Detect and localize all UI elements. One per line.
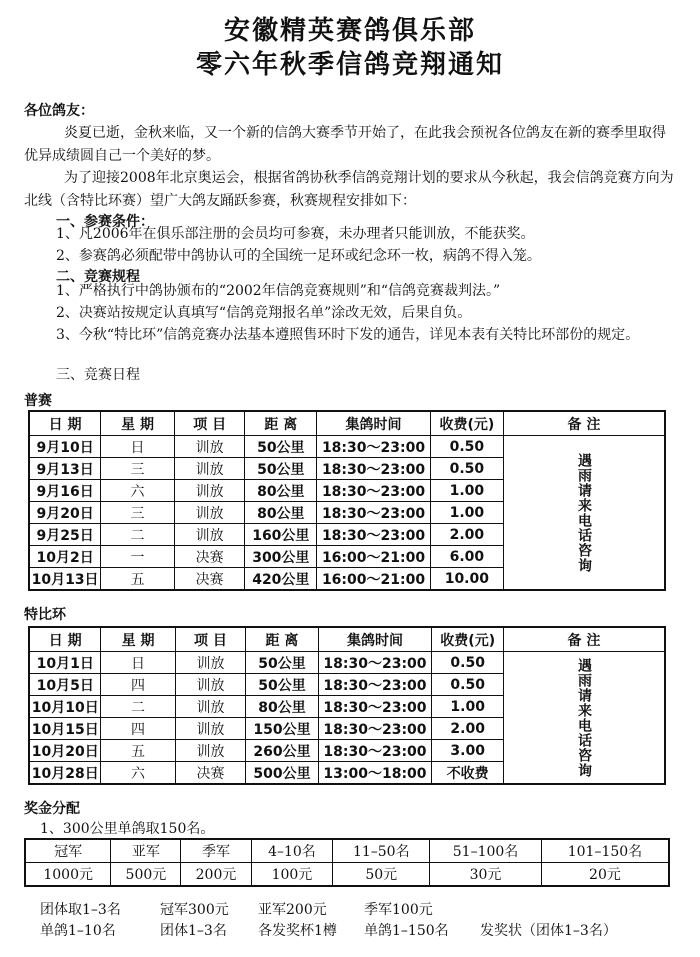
cell-fee: 6.00 — [430, 546, 503, 568]
cell-distance: 500公里 — [246, 762, 318, 785]
prize-rank: 11–50名 — [333, 839, 430, 863]
cell-date: 10月10日 — [29, 696, 101, 718]
cell-date: 9月16日 — [29, 480, 101, 502]
cell-fee: 0.50 — [430, 458, 503, 480]
rain-note: 遇雨请来电话咨询 — [575, 452, 592, 573]
team-trophy-scope: 团体1–3名 — [160, 923, 227, 939]
prize-rank: 4–10名 — [251, 839, 333, 863]
cell-item: 训放 — [174, 524, 245, 546]
section-3-heading: 三、竞赛日程 — [56, 367, 140, 383]
cell-time: 18:30～23:00 — [317, 524, 430, 546]
cell-date: 10月1日 — [29, 652, 101, 674]
section-2-item-2: 2、决赛站按规定认真填写“信鸽竞翔报名单”涂改无效，后果自负。 — [56, 305, 472, 321]
cell-distance: 150公里 — [246, 718, 318, 740]
table-row — [29, 436, 665, 458]
cell-time: 16:00～21:00 — [317, 546, 430, 568]
regular-race-label: 普赛 — [24, 393, 52, 409]
cell-item: 训放 — [175, 740, 246, 762]
header-fee: 收费(元) — [432, 627, 504, 652]
cell-fee: 0.50 — [430, 436, 503, 458]
section-1-item-1: 1、凡2006年在俱乐部注册的会员均可参赛，未办理者只能训放，不能获奖。 — [56, 226, 535, 242]
prize-amount: 100元 — [251, 863, 333, 887]
certificate-award: 发奖状（团体1–3名） — [480, 923, 617, 939]
prize-rank: 季军 — [181, 839, 251, 863]
cell-time: 18:30～23:00 — [318, 696, 432, 718]
header-distance: 距 离 — [245, 411, 317, 436]
cell-distance: 420公里 — [245, 568, 317, 591]
team-second-prize: 亚军200元 — [258, 902, 327, 918]
team-first-prize: 冠军300元 — [160, 902, 229, 918]
special-schedule-table — [28, 626, 666, 785]
header-weekday: 星 期 — [101, 627, 175, 652]
cell-fee: 2.00 — [430, 524, 503, 546]
intro-paragraph-2: 为了迎接2008年北京奥运会，根据省鸽协秋季信鸽竞翔计划的要求从今秋起，我会信鸽竞赛方向为北线（含特比环赛）望广大鸽友踊跃参赛，秋赛规程安排如下： — [24, 170, 674, 209]
cell-fee: 0.50 — [432, 674, 504, 696]
prize-amount: 500元 — [111, 863, 181, 887]
prize-table — [24, 838, 670, 887]
rain-note: 遇雨请来电话咨询 — [575, 657, 592, 778]
single-trophy-scope: 单鸽1–10名 — [40, 923, 116, 939]
team-third-prize: 季军100元 — [364, 902, 433, 918]
cell-weekday: 五 — [101, 568, 175, 591]
cell-date: 9月25日 — [29, 524, 101, 546]
special-ring-label: 特比环 — [24, 607, 66, 623]
prize-amount: 1000元 — [25, 863, 111, 887]
cell-fee: 3.00 — [432, 740, 504, 762]
cell-item: 训放 — [175, 674, 246, 696]
cell-distance: 80公里 — [245, 480, 317, 502]
cell-weekday: 三 — [101, 502, 175, 524]
cell-item: 决赛 — [174, 568, 245, 591]
cell-date: 9月13日 — [29, 458, 101, 480]
cell-date: 10月15日 — [29, 718, 101, 740]
cell-time: 18:30～23:00 — [318, 718, 432, 740]
header-weekday: 星 期 — [101, 411, 175, 436]
cell-item: 训放 — [174, 436, 245, 458]
cell-distance: 50公里 — [246, 674, 318, 696]
greeting: 各位鸽友： — [24, 103, 94, 119]
remarks-cell — [503, 652, 665, 785]
section-2-item-1: 1、严格执行中鸽协颁布的“2002年信鸽竞赛规则”和“信鸽竞赛裁判法。” — [56, 283, 501, 299]
header-item: 项 目 — [174, 411, 245, 436]
cell-item: 训放 — [174, 480, 245, 502]
cell-distance: 80公里 — [245, 502, 317, 524]
regular-schedule-table — [28, 410, 666, 591]
header-distance: 距 离 — [246, 627, 318, 652]
intro-paragraph-1: 炎夏已逝，金秋来临，又一个新的信鸽大赛季节开始了，在此我会预祝各位鸽友在新的赛季里取得优异成绩圆自己一个美好的梦。 — [24, 125, 666, 164]
cell-fee: 不收费 — [432, 762, 504, 785]
header-date: 日 期 — [29, 411, 101, 436]
document-title: 安徽精英赛鸽俱乐部 — [223, 16, 476, 46]
team-prize-scope: 团体取1–3名 — [40, 902, 121, 918]
cell-weekday: 二 — [101, 524, 175, 546]
header-remarks: 备 注 — [503, 627, 665, 652]
cell-fee: 2.00 — [432, 718, 504, 740]
cell-distance: 50公里 — [246, 652, 318, 674]
cell-date: 9月20日 — [29, 502, 101, 524]
prize-amount: 20元 — [541, 863, 669, 887]
cell-fee: 1.00 — [430, 480, 503, 502]
cell-time: 13:00～18:00 — [318, 762, 432, 785]
cell-item: 决赛 — [174, 546, 245, 568]
prize-amount: 30元 — [430, 863, 542, 887]
trophy-award: 各发奖杯1樽 — [258, 923, 337, 939]
cell-item: 决赛 — [175, 762, 246, 785]
cell-distance: 160公里 — [245, 524, 317, 546]
cell-time: 16:00～21:00 — [317, 568, 430, 591]
document-subtitle: 零六年秋季信鸽竞翔通知 — [195, 50, 504, 80]
table-row — [29, 652, 665, 674]
prize-amount: 200元 — [181, 863, 251, 887]
cell-weekday: 五 — [101, 740, 175, 762]
cell-date: 10月2日 — [29, 546, 101, 568]
prize-rank-row — [25, 839, 669, 863]
cell-item: 训放 — [175, 652, 246, 674]
cell-weekday: 三 — [101, 458, 175, 480]
cell-time: 18:30～23:00 — [317, 436, 430, 458]
single-certificate-scope: 单鸽1–150名 — [364, 923, 449, 939]
cell-fee: 1.00 — [430, 502, 503, 524]
cell-date: 10月28日 — [29, 762, 101, 785]
prize-rank: 亚军 — [111, 839, 181, 863]
header-item: 项 目 — [175, 627, 246, 652]
cell-weekday: 六 — [101, 762, 175, 785]
cell-date: 10月20日 — [29, 740, 101, 762]
prize-amount-row — [25, 863, 669, 887]
cell-item: 训放 — [174, 458, 245, 480]
section-2-item-3: 3、今秋“特比环”信鸽竞赛办法基本遵照售环时下发的通告，详见本表有关特比环部份的规定。 — [56, 327, 640, 343]
cell-weekday: 一 — [101, 546, 175, 568]
header-collection-time: 集鸽时间 — [317, 411, 430, 436]
cell-fee: 1.00 — [432, 696, 504, 718]
cell-distance: 260公里 — [246, 740, 318, 762]
header-date: 日 期 — [29, 627, 101, 652]
cell-distance: 80公里 — [246, 696, 318, 718]
prize-intro: 1、300公里单鸽取150名。 — [40, 821, 215, 837]
cell-time: 18:30～23:00 — [317, 458, 430, 480]
cell-weekday: 四 — [101, 674, 175, 696]
cell-time: 18:30～23:00 — [317, 502, 430, 524]
cell-distance: 50公里 — [245, 458, 317, 480]
cell-item: 训放 — [175, 696, 246, 718]
cell-date: 10月13日 — [29, 568, 101, 591]
section-1-item-2: 2、参赛鸽必须配带中鸽协认可的全国统一足环或纪念环一枚，病鸽不得入笼。 — [56, 248, 541, 264]
cell-distance: 300公里 — [245, 546, 317, 568]
cell-weekday: 四 — [101, 718, 175, 740]
header-fee: 收费(元) — [430, 411, 503, 436]
cell-date: 10月5日 — [29, 674, 101, 696]
header-collection-time: 集鸽时间 — [318, 627, 432, 652]
prize-rank: 101–150名 — [541, 839, 669, 863]
remarks-cell — [503, 436, 665, 591]
cell-item: 训放 — [175, 718, 246, 740]
prize-rank: 冠军 — [25, 839, 111, 863]
cell-time: 18:30～23:00 — [318, 674, 432, 696]
section-1-heading: 一、参赛条件： — [56, 214, 154, 230]
cell-fee: 10.00 — [430, 568, 503, 591]
table-header-row — [29, 411, 665, 436]
prize-amount: 50元 — [333, 863, 430, 887]
cell-date: 9月10日 — [29, 436, 101, 458]
cell-fee: 0.50 — [432, 652, 504, 674]
prize-rank: 51–100名 — [430, 839, 542, 863]
cell-item: 训放 — [174, 502, 245, 524]
cell-weekday: 日 — [101, 652, 175, 674]
cell-weekday: 二 — [101, 696, 175, 718]
cell-time: 18:30～23:00 — [318, 740, 432, 762]
section-2-heading: 二、竞赛规程 — [56, 269, 140, 285]
header-remarks: 备 注 — [503, 411, 665, 436]
table-header-row — [29, 627, 665, 652]
cell-distance: 50公里 — [245, 436, 317, 458]
prize-section-label: 奖金分配 — [24, 801, 80, 817]
cell-weekday: 六 — [101, 480, 175, 502]
cell-time: 18:30～23:00 — [318, 652, 432, 674]
cell-weekday: 日 — [101, 436, 175, 458]
cell-time: 18:30～23:00 — [317, 480, 430, 502]
